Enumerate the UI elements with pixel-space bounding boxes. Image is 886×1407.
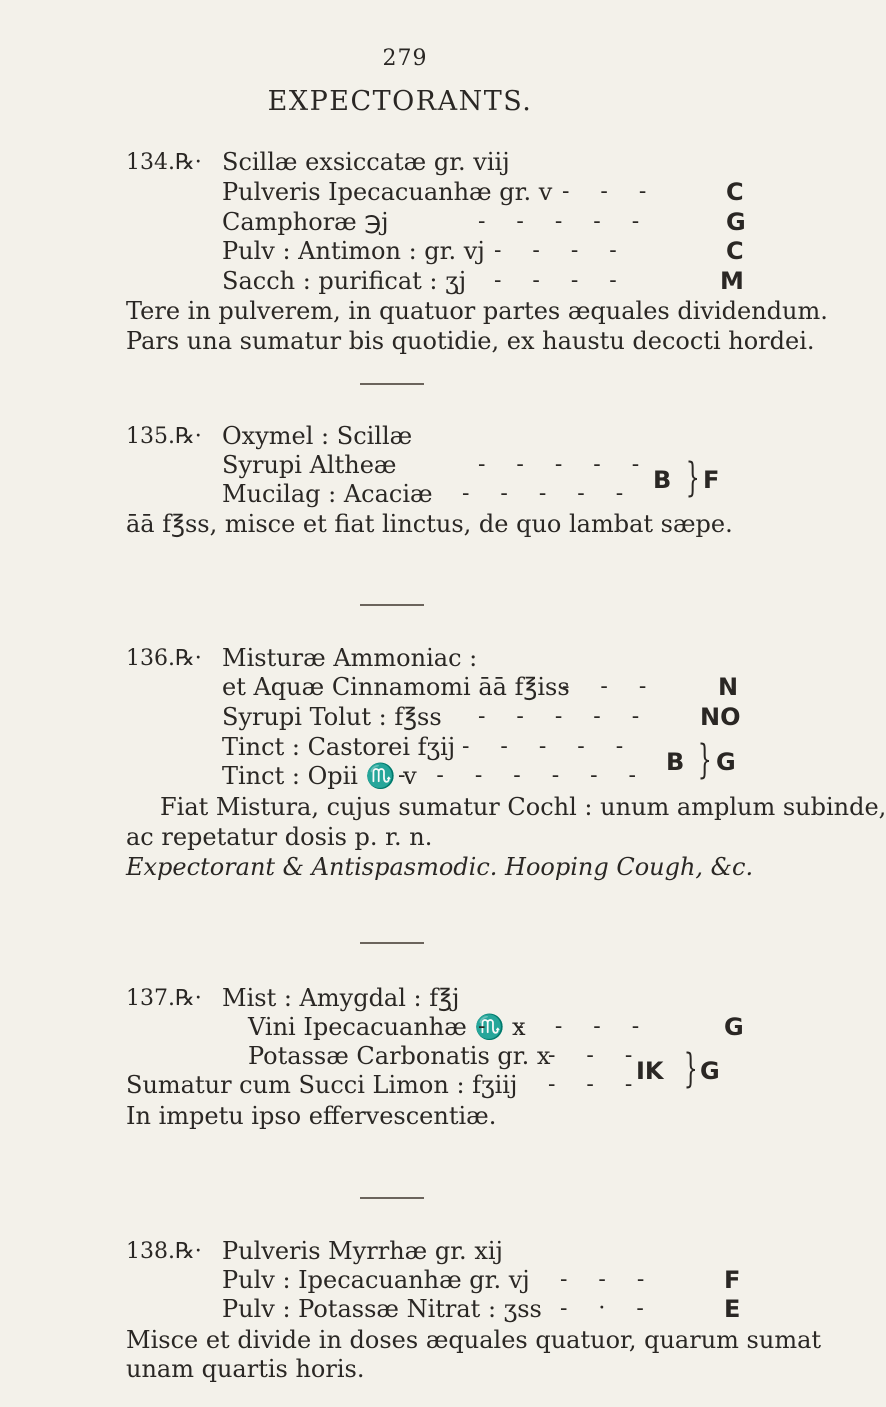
page-heading: EXPECTORANTS. (267, 86, 533, 117)
ingredient-line: Pulveris Ipecacuanhæ gr. v (222, 178, 553, 206)
recipe-number: 136. (126, 646, 175, 671)
rx-symbol: ℞· (175, 424, 202, 449)
leader-dots: - - - - - (478, 1014, 652, 1039)
ingredient-line: Mucilag : Acaciæ (222, 480, 433, 508)
leader-dots: - - - (562, 179, 659, 204)
rx-symbol: ℞· (175, 1239, 202, 1264)
leader-dots: - - - - - (478, 452, 652, 477)
leader-dots: - - - - - - - (398, 763, 648, 788)
leader-dots: - - - - - (478, 209, 652, 234)
margin-mark: N (718, 673, 739, 701)
ingredient-line: Scillæ exsiccatæ gr. viij (222, 148, 510, 176)
indication-text: Expectorant & Antispasmodic. Hooping Cough, &c. (126, 853, 754, 881)
ingredient-line: Sumatur cum Succi Limon : fʒiij (126, 1071, 518, 1099)
rx-symbol: ℞· (175, 646, 202, 671)
rx-symbol: ℞· (175, 986, 202, 1011)
brace: } (683, 1046, 698, 1092)
leader-dots: - - - - - (462, 481, 636, 506)
separator-rule (360, 1197, 424, 1199)
ingredient-line: Tinct : Castorei fʒij (222, 733, 456, 761)
leader-dots: - - - (560, 1267, 657, 1292)
leader-dots: - - - - - (462, 734, 636, 759)
leader-dots: - - - - - (478, 704, 652, 729)
leader-dots: - - - (562, 674, 659, 699)
separator-rule (360, 604, 424, 606)
instruction-text: unam quartis horis. (126, 1355, 365, 1383)
margin-mark: E (724, 1295, 741, 1323)
ingredient-line: Camphoræ ℈j (222, 208, 389, 236)
instruction-text: Fiat Mistura, cujus sumatur Cochl : unum amplum subinde, (160, 793, 886, 821)
ingredient-line: Syrupi Altheæ (222, 451, 397, 479)
margin-mark: G (700, 1057, 720, 1085)
ingredient-line: et Aquæ Cinnamomi āā f℥iss (222, 673, 570, 701)
ingredient-line: Potassæ Carbonatis gr. x (248, 1042, 551, 1070)
ingredient-line: Pulv : Potassæ Nitrat : ʒss (222, 1295, 542, 1323)
margin-mark: C (726, 237, 744, 265)
ingredient-line: Pulveris Myrrhæ gr. xij (222, 1237, 503, 1265)
margin-mark: G (726, 208, 746, 236)
margin-mark: NO (700, 703, 741, 731)
margin-mark: IK (636, 1057, 664, 1085)
leader-dots: - · - (560, 1296, 656, 1321)
instruction-text: Misce et divide in doses æquales quatuor, quarum sumat (126, 1326, 822, 1354)
margin-mark: F (724, 1266, 741, 1294)
instruction-text: Tere in pulverem, in quatuor partes æquales dividendum. (126, 297, 828, 325)
leader-dots: - - - (548, 1072, 645, 1097)
brace: } (697, 737, 712, 783)
instruction-text: Pars una sumatur bis quotidie, ex haustu decocti hordei. (126, 327, 815, 355)
margin-mark: B (666, 748, 685, 776)
margin-mark: G (724, 1013, 744, 1041)
margin-mark: C (726, 178, 744, 206)
recipe-number: 138. (126, 1239, 175, 1264)
separator-rule (360, 942, 424, 944)
leader-dots: - - - (548, 1043, 645, 1068)
recipe-number: 135. (126, 424, 175, 449)
recipe-number: 134. (126, 150, 175, 175)
ingredient-line: Syrupi Tolut : f℥ss (222, 703, 442, 731)
ingredient-line: Pulv : Antimon : gr. vj (222, 237, 485, 265)
ingredient-line: Mist : Amygdal : f℥j (222, 984, 460, 1012)
recipe-number: 137. (126, 986, 175, 1011)
leader-dots: - - - - (494, 268, 629, 293)
brace: } (685, 455, 700, 501)
instruction-text: āā f℥ss, misce et fiat linctus, de quo lambat sæpe. (126, 510, 733, 538)
ingredient-line: Oxymel : Scillæ (222, 422, 413, 450)
ingredient-line: Sacch : purificat : ʒj (222, 267, 467, 295)
instruction-text: ac repetatur dosis p. r. n. (126, 823, 433, 851)
margin-mark: G (716, 748, 736, 776)
page-number: 279 (382, 46, 428, 71)
ingredient-line: Pulv : Ipecacuanhæ gr. vj (222, 1266, 530, 1294)
ingredient-line: Vini Ipecacuanhæ ♏ x (248, 1013, 526, 1041)
margin-mark: F (703, 466, 720, 494)
ingredient-line: Misturæ Ammoniac : (222, 644, 478, 672)
separator-rule (360, 383, 424, 385)
margin-mark: B (653, 466, 672, 494)
leader-dots: - - - - (494, 238, 629, 263)
instruction-text: In impetu ipso effervescentiæ. (126, 1102, 497, 1130)
rx-symbol: ℞· (175, 150, 202, 175)
ingredient-line: Tinct : Opii ♏ v (222, 762, 417, 790)
margin-mark: M (720, 267, 744, 295)
